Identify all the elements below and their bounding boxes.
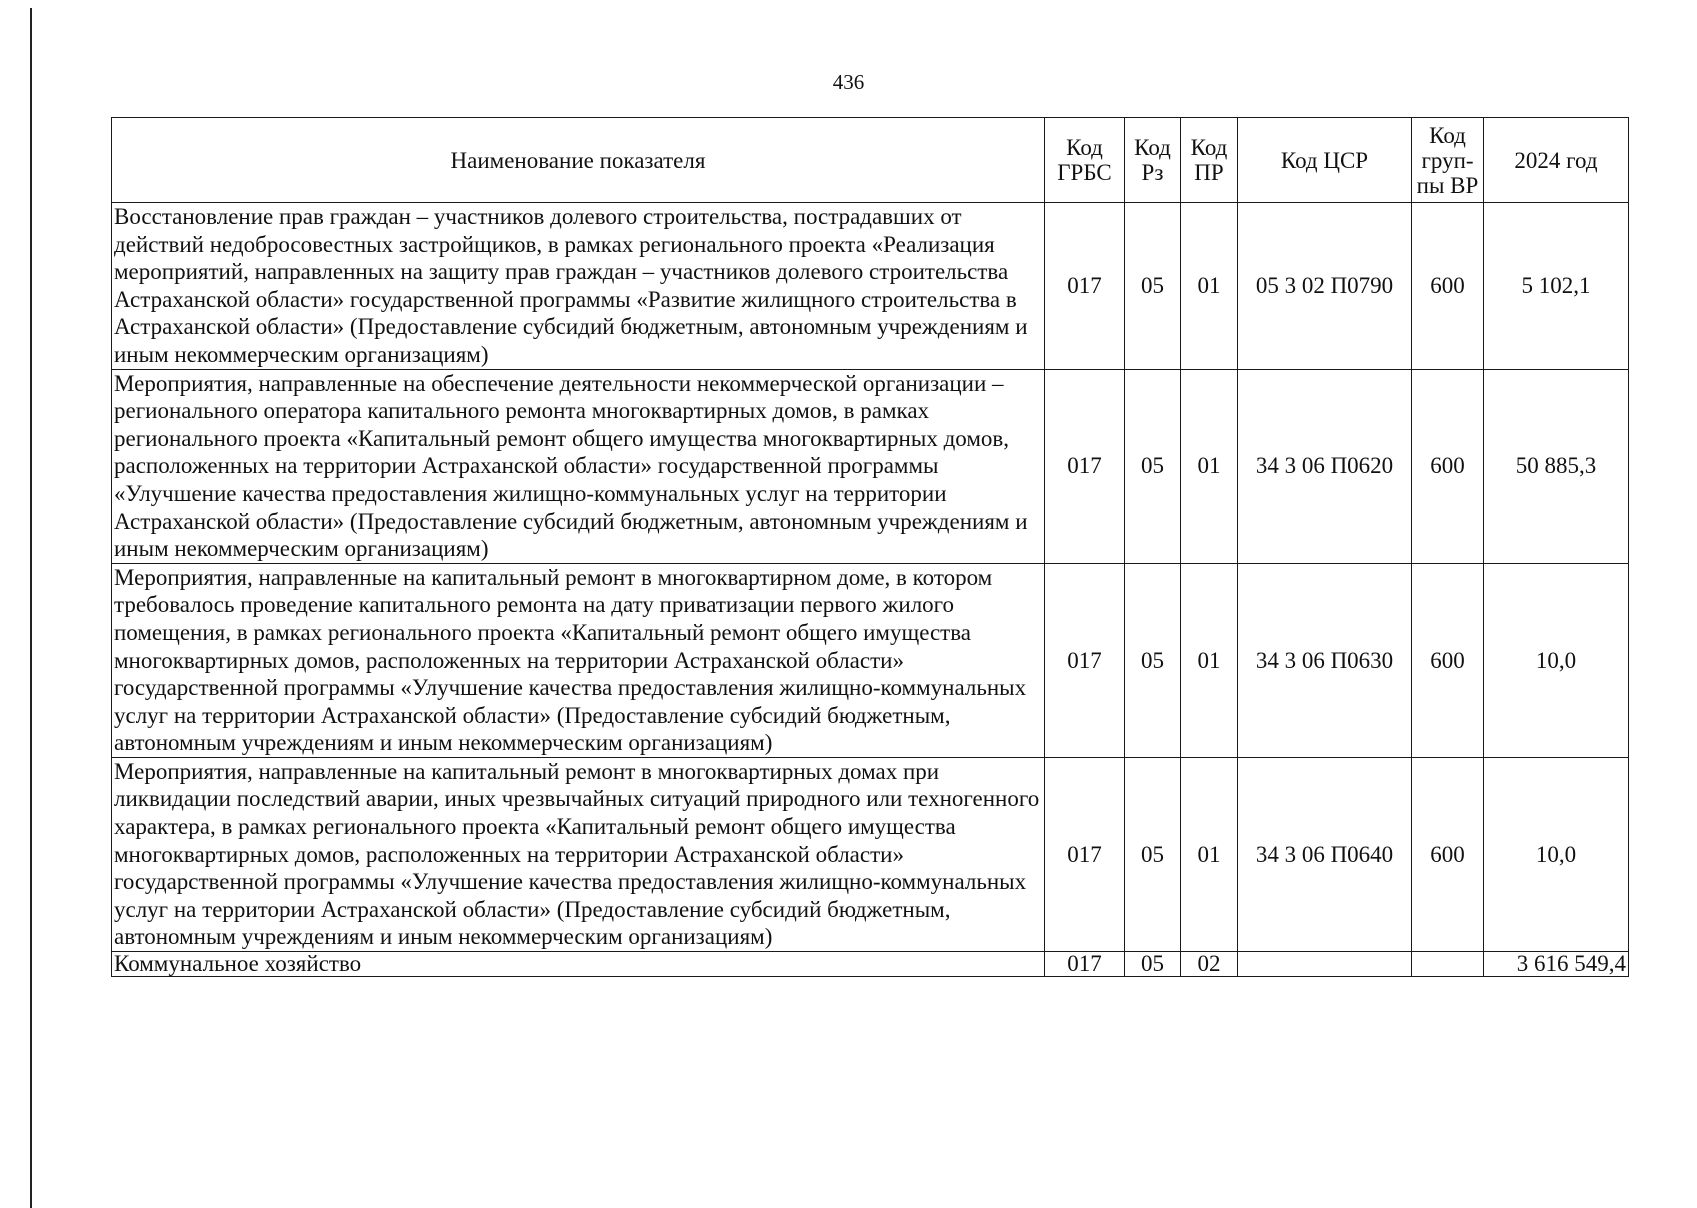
table-row <box>112 757 1629 951</box>
row-pr: 01 <box>1181 203 1238 370</box>
row-rz: 05 <box>1125 563 1181 757</box>
page-binding-line <box>30 8 32 1208</box>
row-amount: 5 102,1 <box>1484 203 1629 370</box>
row-csr: 34 3 06 П0630 <box>1238 563 1412 757</box>
row-grbs: 017 <box>1045 952 1125 977</box>
header-grbs: Код ГРБС <box>1045 118 1125 203</box>
table-row <box>112 203 1629 370</box>
row-vr: 600 <box>1412 203 1484 370</box>
row-vr: 600 <box>1412 563 1484 757</box>
row-name: Коммунальное хозяйство <box>112 952 1045 977</box>
row-grbs: 017 <box>1045 203 1125 370</box>
row-name: Восстановление прав граждан – участников долевого строительства, пострадавших от действий недобросовестных застройщиков, в рамках регионального проекта «Реализация мероприятий, направленных на защиту прав граждан – участников долевого строительства Астраханской области» государственной программы «Развитие жилищного строительства в Астраханской области» (Предоставление субсидий бюджетным, автономным учреждениям и иным некоммерческим организациям) <box>112 203 1045 370</box>
header-name: Наименование показателя <box>112 118 1045 203</box>
header-rz: Код Рз <box>1125 118 1181 203</box>
row-rz: 05 <box>1125 203 1181 370</box>
row-csr <box>1238 952 1412 977</box>
row-csr: 05 3 02 П0790 <box>1238 203 1412 370</box>
row-rz: 05 <box>1125 757 1181 951</box>
table-row-subtotal <box>112 952 1629 977</box>
row-amount: 50 885,3 <box>1484 369 1629 563</box>
row-pr: 01 <box>1181 563 1238 757</box>
header-csr: Код ЦСР <box>1238 118 1412 203</box>
row-pr: 01 <box>1181 369 1238 563</box>
table-header-row <box>112 118 1629 203</box>
budget-table <box>111 117 1629 977</box>
header-vr: Код груп-пы ВР <box>1412 118 1484 203</box>
row-rz: 05 <box>1125 952 1181 977</box>
row-amount: 3 616 549,4 <box>1484 952 1629 977</box>
row-grbs: 017 <box>1045 369 1125 563</box>
row-csr: 34 3 06 П0640 <box>1238 757 1412 951</box>
table-row <box>112 369 1629 563</box>
header-year: 2024 год <box>1484 118 1629 203</box>
row-vr <box>1412 952 1484 977</box>
row-grbs: 017 <box>1045 563 1125 757</box>
row-rz: 05 <box>1125 369 1181 563</box>
row-name: Мероприятия, направленные на капитальный ремонт в многоквартирном доме, в котором требовалось проведение капитального ремонта на дату приватизации первого жилого помещения, в рамках регионального проекта «Капитальный ремонт общего имущества многоквартирных домов, расположенных на территории Астраханской области» государственной программы «Улучшение качества предоставления жилищно-коммунальных услуг на территории Астраханской области» (Предоставление субсидий бюджетным, автономным учреждениям и иным некоммерческим организациям) <box>112 563 1045 757</box>
row-grbs: 017 <box>1045 757 1125 951</box>
row-vr: 600 <box>1412 757 1484 951</box>
row-name: Мероприятия, направленные на обеспечение деятельности некоммерческой организации – регионального оператора капитального ремонта многоквартирных домов, в рамках регионального проекта «Капитальный ремонт общего имущества многоквартирных домов, расположенных на территории Астраханской области» государственной программы «Улучшение качества предоставления жилищно-коммунальных услуг на территории Астраханской области» (Предоставление субсидий бюджетным, автономным учреждениям и иным некоммерческим организациям) <box>112 369 1045 563</box>
row-pr: 01 <box>1181 757 1238 951</box>
table-row <box>112 563 1629 757</box>
row-pr: 02 <box>1181 952 1238 977</box>
row-amount: 10,0 <box>1484 757 1629 951</box>
row-csr: 34 3 06 П0620 <box>1238 369 1412 563</box>
row-name: Мероприятия, направленные на капитальный ремонт в многоквартирных домах при ликвидации последствий аварии, иных чрезвычайных ситуаций природного или техногенного характера, в рамках регионального проекта «Капитальный ремонт общего имущества многоквартирных домов, расположенных на территории Астраханской области» государственной программы «Улучшение качества предоставления жилищно-коммунальных услуг на территории Астраханской области» (Предоставление субсидий бюджетным, автономным учреждениям и иным некоммерческим организациям) <box>112 757 1045 951</box>
page-number: 436 <box>832 70 865 94</box>
header-pr: Код ПР <box>1181 118 1238 203</box>
row-amount: 10,0 <box>1484 563 1629 757</box>
row-vr: 600 <box>1412 369 1484 563</box>
